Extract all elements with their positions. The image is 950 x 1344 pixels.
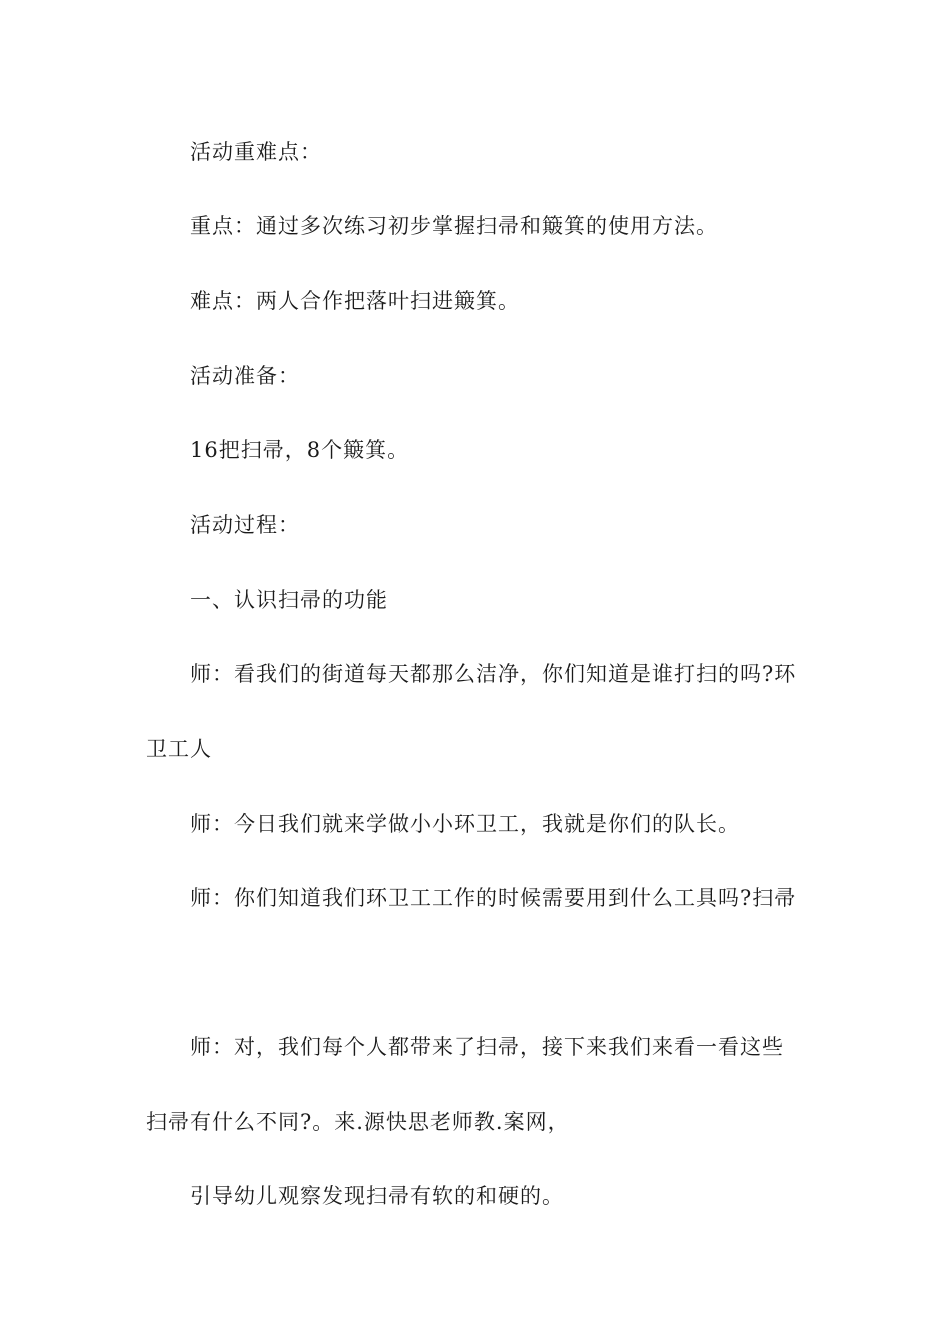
paragraph-difficult-point: 难点：两人合作把落叶扫进簸箕。 [190, 289, 520, 313]
paragraph-guide-observation: 引导幼儿观察发现扫帚有软的和硬的。 [190, 1184, 564, 1208]
paragraph-teacher-line-2: 师：今日我们就来学做小小环卫工，我就是你们的队长。 [190, 812, 740, 836]
paragraph-teacher-line-3: 师：你们知道我们环卫工工作的时候需要用到什么工具吗?扫帚 [190, 886, 797, 910]
heading-activity-preparation: 活动准备： [190, 364, 300, 388]
paragraph-teacher-line-1-continued: 卫工人 [146, 737, 212, 761]
paragraph-key-point: 重点：通过多次练习初步掌握扫帚和簸箕的使用方法。 [190, 214, 718, 238]
paragraph-materials: 16把扫帚，8个簸箕。 [190, 438, 410, 462]
paragraph-teacher-line-4: 师：对，我们每个人都带来了扫帚，接下来我们来看一看这些 [190, 1035, 784, 1059]
paragraph-teacher-line-1: 师：看我们的街道每天都那么洁净，你们知道是谁打扫的吗?环 [190, 662, 797, 686]
heading-activity-key-points: 活动重难点： [190, 140, 322, 164]
heading-activity-process: 活动过程： [190, 513, 300, 537]
section-heading-broom-function: 一、认识扫帚的功能 [190, 588, 388, 612]
paragraph-teacher-line-4-continued: 扫帚有什么不同?。来.源快思老师教.案网， [146, 1110, 570, 1134]
